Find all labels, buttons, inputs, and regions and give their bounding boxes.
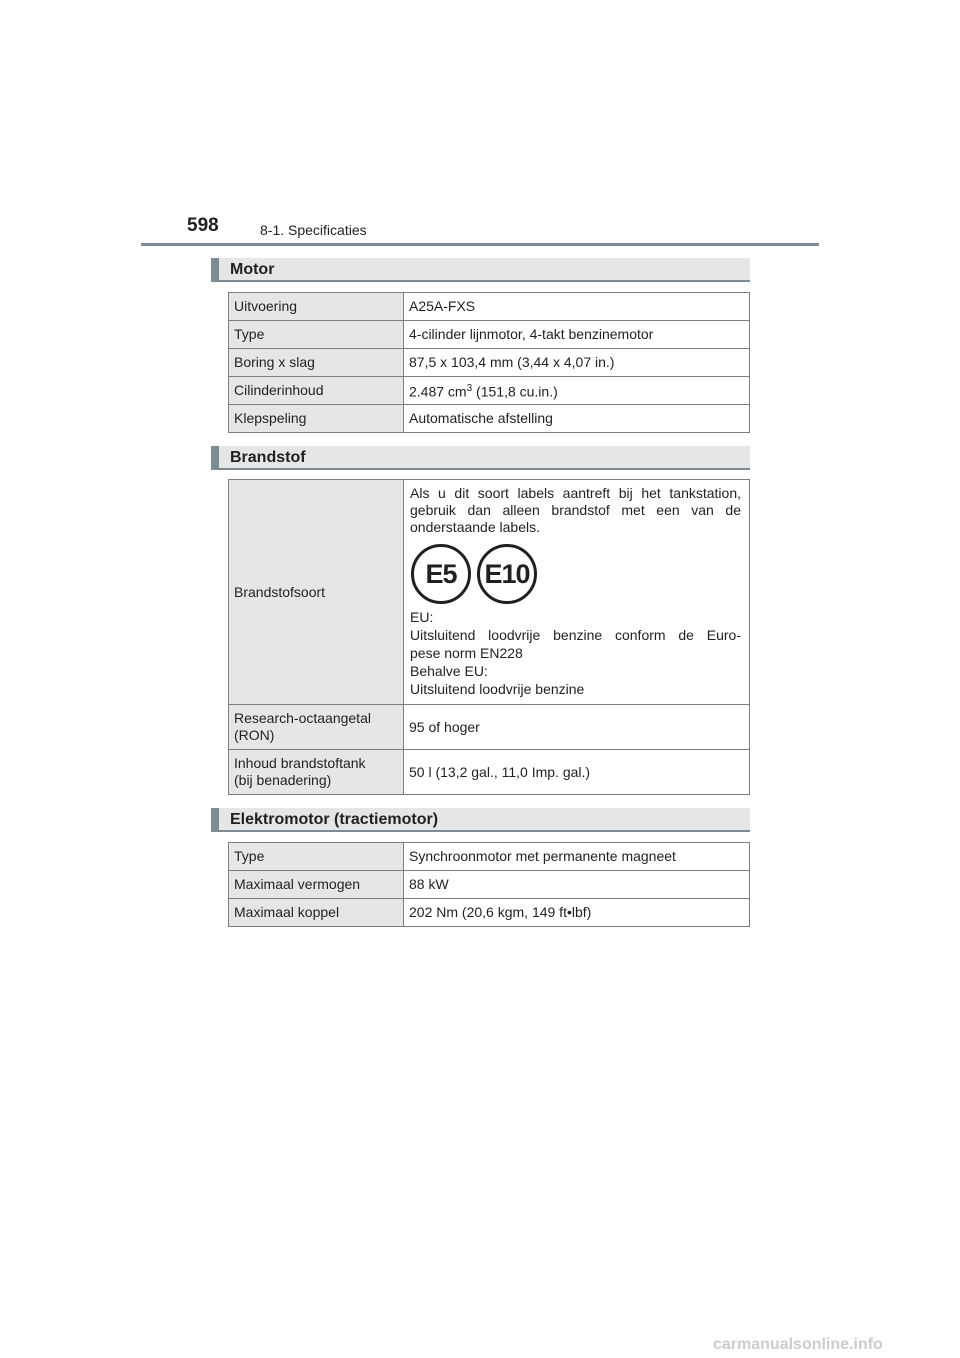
row-value: A25A-FXS [404, 293, 750, 321]
label-line: Research-octaangetal [234, 710, 371, 726]
value-prefix: 2.487 cm [409, 383, 467, 400]
section-title: Brandstof [230, 449, 306, 466]
fuel-line: Uitsluitend loodvrije benzine conform de Euro- [410, 627, 741, 643]
table-row [229, 377, 750, 405]
section-header-motor [211, 258, 750, 282]
section-title: Elektromotor (tractiemotor) [230, 811, 439, 828]
table-row [229, 293, 750, 321]
fuel-requirements [410, 608, 741, 698]
fuel-label-icons [411, 544, 741, 604]
row-value [404, 377, 750, 405]
row-value: 95 of hoger [404, 705, 750, 750]
fuel-intro-text: Als u dit soort labels aantreft bij het tankstation, gebruik dan alleen brandstof met een van de onderstaande labels. [410, 485, 741, 535]
e5-fuel-icon: E5 [411, 544, 471, 604]
row-label: Maximaal koppel [229, 899, 404, 927]
watermark-logo: carmanualsonline.info [713, 1336, 883, 1353]
row-label: Cilinderinhoud [229, 377, 404, 405]
row-value: 88 kW [404, 871, 750, 899]
chapter-title: 8-1. Specificaties [260, 222, 367, 238]
table-row [229, 871, 750, 899]
row-label: Maximaal vermogen [229, 871, 404, 899]
table-row [229, 480, 750, 705]
row-value: 202 Nm (20,6 kgm, 149 ft•lbf) [404, 899, 750, 927]
row-label: Klepspeling [229, 405, 404, 433]
electric-motor-spec-table [228, 842, 750, 927]
row-value: 50 l (13,2 gal., 11,0 Imp. gal.) [404, 750, 750, 795]
table-row [229, 405, 750, 433]
value-suffix: (151,8 cu.in.) [472, 383, 558, 400]
table-row [229, 899, 750, 927]
table-row [229, 750, 750, 795]
row-value: 87,5 x 103,4 mm (3,44 x 4,07 in.) [404, 349, 750, 377]
row-label: Type [229, 321, 404, 349]
row-value: Automatische afstelling [404, 405, 750, 433]
motor-spec-table [228, 292, 750, 433]
fuel-spec-table [228, 479, 750, 795]
value-superscript: 3 [466, 383, 473, 395]
fuel-line: pese norm EN228 [410, 645, 523, 661]
section-header-elektromotor [211, 808, 750, 832]
label-line: Inhoud brandstoftank [234, 755, 366, 771]
table-row [229, 349, 750, 377]
fuel-line: Behalve EU: [410, 663, 488, 679]
header-divider [141, 243, 819, 246]
label-line: (bij benadering) [234, 772, 332, 788]
row-label: Uitvoering [229, 293, 404, 321]
page-number: 598 [187, 215, 219, 236]
table-row [229, 843, 750, 871]
section-header-brandstof [211, 446, 750, 470]
e10-fuel-icon: E10 [477, 544, 537, 604]
row-label [229, 705, 404, 750]
row-value [404, 480, 750, 705]
row-label [229, 750, 404, 795]
table-row [229, 321, 750, 349]
label-line: (RON) [234, 727, 275, 743]
row-value: Synchroonmotor met permanente magneet [404, 843, 750, 871]
table-row [229, 705, 750, 750]
fuel-line: EU: [410, 609, 434, 625]
row-value: 4-cilinder lijnmotor, 4-takt benzinemotor [404, 321, 750, 349]
row-label: Boring x slag [229, 349, 404, 377]
fuel-line: Uitsluitend loodvrije benzine [410, 681, 585, 697]
row-label: Type [229, 843, 404, 871]
row-label: Brandstofsoort [229, 480, 404, 705]
section-title: Motor [230, 261, 275, 278]
